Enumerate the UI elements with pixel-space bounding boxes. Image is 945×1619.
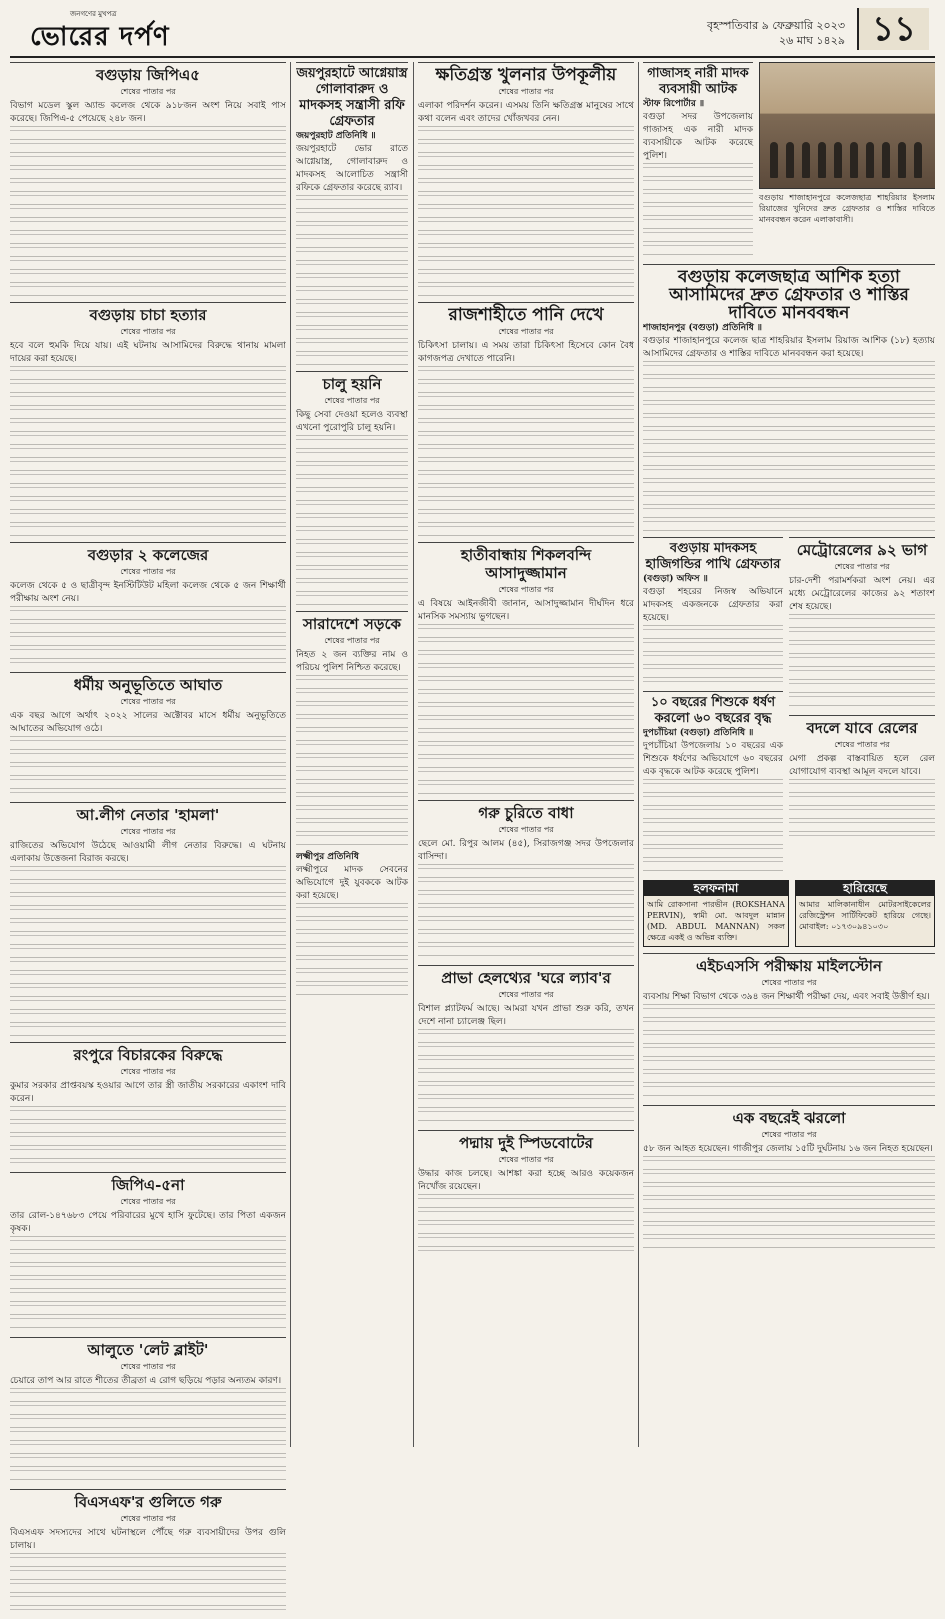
headline: জয়পুরহাটে আগ্নেয়াস্ত্র গোলাবারুদ ও মাদকসহ সন্ত্রাসী রফি গ্রেফতার — [296, 62, 408, 130]
column-divider — [638, 62, 639, 1447]
headline: বগুড়ায় চাচা হত্যার — [10, 302, 286, 324]
continued-label: শেষের পাতার পর — [120, 827, 176, 836]
photo-caption: বগুড়ায় শাজাহানপুরে কলেজছাত্র শাহরিয়ার ইসলাম রিয়াজের খুনিদের দ্রুত গ্রেফতার ও শাস্তির দাবিতে মানববন্ধন করেন এলাকাবাসী। — [759, 193, 935, 224]
headline: মেট্রোরেলের ৯২ ভাগ — [789, 537, 935, 559]
byline: (বগুড়া) অফিস ॥ — [643, 574, 708, 584]
news-photo[interactable] — [759, 62, 935, 189]
continued-label: শেষের পাতার পর — [120, 1197, 176, 1206]
page-number: ১১ — [857, 8, 929, 50]
article-body: এ বিষয়ে আইনজীবী জানান, আসাদুজ্জামান দীর্ঘদিন ধরে মানসিক সমস্যায় ভুগছেন। — [418, 598, 634, 794]
article[interactable] — [10, 1172, 286, 1331]
article-body: জয়পুরহাটে ভোর রাতে আগ্নেয়াস্ত্র, গোলাবারুদ ও মাদকসহ আলোচিত সন্ত্রাসী রফিকে গ্রেফতার করেছে র‌্যাব। — [296, 143, 408, 365]
continued-label: শেষের পাতার পর — [120, 697, 176, 706]
headline: হাতীবান্ধায় শিকলবন্দি আসাদুজ্জামান — [418, 542, 634, 582]
column-divider — [290, 62, 291, 1447]
article-body: এলাকা পরিদর্শন করেন। এসময় তিনি ক্ষতিগ্রস্ত মানুষের সাথে কথা বলেন এবং তাদের খোঁজখবর নেন। — [418, 100, 634, 296]
headline: সারাদেশে সড়কে — [296, 611, 408, 633]
byline: দুপচাঁচিয়া (বগুড়া) প্রতিনিধি ॥ — [643, 728, 754, 738]
article-body: এক বছর আগে অর্থাৎ ২০২২ সালের অক্টোবর মাসে ধর্মীয় অনুভূতিতে আঘাতের অভিযোগ ওঠে। — [10, 710, 286, 796]
headline: চালু হয়নি — [296, 371, 408, 393]
article-body: রাজিতের অভিযোগ উঠেছে আওয়ামী লীগ নেতার বিরুদ্ধে। এ ঘটনায় এলাকায় উত্তেজনা বিরাজ করছে। — [10, 840, 286, 1036]
headline: বগুড়ায় কলেজছাত্র আশিক হত্যা আসামিদের দ্রুত গ্রেফতার ও শাস্তির দাবিতে মানববন্ধন — [643, 264, 935, 322]
headline: গরু চুরিতে বাধা — [418, 800, 634, 822]
article[interactable] — [418, 800, 634, 959]
article-body: ছেলে মো. রিপুর আলম (৪৫), সিরাজগঞ্জ সদর উপজেলার বাসিন্দা। — [418, 838, 634, 959]
headline: ১০ বছরের শিশুকে ধর্ষণ করলো ৬০ বছরের বৃদ্ধ — [643, 691, 783, 727]
article[interactable] — [643, 953, 935, 1099]
headline: বদলে যাবে রেলের — [789, 715, 935, 737]
article-body: চিকিৎসা চালায়। এ সময় তারা চিকিৎসা হিসেবে কোন বৈধ কাগজপত্র দেখাতে পারেনি। — [418, 340, 634, 536]
headline: বিএসএফ'র গুলিতে গরু — [10, 1489, 286, 1511]
headline: প্রাভা হেলথ্যের 'ঘরে ল্যাব'র — [418, 965, 634, 987]
continued-label: শেষের পাতার পর — [498, 1155, 554, 1164]
article-body: বগুড়ার শাজাহানপুরে কলেজ ছাত্র শাহরিয়ার ইসলাম রিয়াজ আশিক (১৮) হত্যায় আসামিদের গ্রেফতার ও শাস্তির দাবিতে মানববন্ধন করা হয়েছে। — [643, 335, 935, 531]
article[interactable] — [296, 611, 408, 845]
headline: জিপিএ-৫না — [10, 1172, 286, 1194]
notice-body: আমার মালিকানাধীন মোটরসাইকেলের রেজিস্ট্রেশন সার্টিফিকেট হারিয়ে গেছে। মোবাইল: ০১৭৩০৯৪১০৩০ — [798, 900, 931, 931]
column-divider — [413, 62, 414, 1447]
continued-label: শেষের পাতার পর — [120, 567, 176, 576]
article[interactable] — [418, 542, 634, 794]
continued-label: শেষের পাতার পর — [120, 327, 176, 336]
continued-label: শেষের পাতার পর — [120, 1067, 176, 1076]
notice-title: হারিয়েছে — [796, 881, 934, 896]
byline: জয়পুরহাট প্রতিনিধি ॥ — [296, 131, 376, 141]
article-body: ৫৮ জন আহত হয়েছেন। গাজীপুর জেলায় ১৫টি দুর্ঘটনায় ১৬ জন নিহত হয়েছেন। — [643, 1143, 935, 1251]
affidavit-notice[interactable] — [643, 880, 789, 947]
article[interactable] — [10, 672, 286, 796]
headline: ধর্মীয় অনুভূতিতে আঘাত — [10, 672, 286, 694]
continued-label: শেষের পাতার পর — [498, 87, 554, 96]
notice-body: আমি রোকসানা পারভীন (ROKSHANA PERVIN), স্বামী মো. আবদুল মান্নান (MD. ABDUL MANNAN) সকল ক্ষেত্রে একই ও অভিন্ন ব্যক্তি। — [647, 900, 785, 942]
article-body: মেগা প্রকল্প বাস্তবায়িত হলে রেল যোগাযোগ ব্যবস্থা আমূল বদলে যাবে। — [789, 753, 935, 839]
headline: এইচএসসি পরীক্ষায় মাইলস্টোন — [643, 953, 935, 975]
article[interactable] — [643, 691, 783, 874]
article[interactable] — [643, 62, 753, 258]
article-body: বিশাল প্ল্যাটফর্ম আছে। আমরা যখন প্রাভা শুরু করি, তখন দেশে নানা চ্যালেঞ্জ ছিল। — [418, 1003, 634, 1124]
headline: এক বছরেই ঝরলো — [643, 1105, 935, 1127]
article[interactable] — [296, 371, 408, 605]
headline: বগুড়ার ২ কলেজের — [10, 542, 286, 564]
article-body: উদ্ধার কাজ চলছে। আশঙ্কা করা হচ্ছে আরও কয়েকজন নিখোঁজ রয়েছেন। — [418, 1168, 634, 1254]
column-1 — [10, 62, 286, 1619]
article-body: চেয়ারে তাপ আর রাতে শীতের তীব্রতা এ রোগ ছড়িয়ে পড়ার অন্যতম কারণ। — [10, 1375, 286, 1483]
newspaper-logo[interactable]: ভোরের দর্পণ — [30, 22, 170, 52]
article[interactable] — [10, 302, 286, 536]
headline: আলুতে 'লেট ব্লাইট' — [10, 1337, 286, 1359]
right-stack — [789, 537, 935, 880]
left-stack — [643, 537, 783, 880]
notice-title: হলফনামা — [644, 881, 788, 896]
article-body: বগুড়া সদর উপজেলায় গাজাসহ এক নারী মাদক ব্যবসায়ীকে আটক করেছে পুলিশ। — [643, 111, 753, 258]
article-body: কুমার সরকার প্রাপ্তবয়স্ক হওয়ার আগে তার স্ত্রী জাতীয় সরকারের একাংশ দাবি করেন। — [10, 1080, 286, 1166]
middle-row — [643, 537, 935, 880]
headline: বগুড়ায় মাদকসহ হাজিগন্ডির পাখি গ্রেফতার — [643, 537, 783, 573]
headline: গাজাসহ নারী মাদক ব্যবসায়ী আটক — [643, 62, 753, 98]
article[interactable] — [10, 802, 286, 1036]
continued-label: শেষের পাতার পর — [120, 87, 176, 96]
headline: আ.লীগ নেতার 'হামলা' — [10, 802, 286, 824]
byline: শাজাহানপুর (বগুড়া) প্রতিনিধি ॥ — [643, 323, 763, 333]
headline: রংপুরে বিচারকের বিরুদ্ধে — [10, 1042, 286, 1064]
continued-label: শেষের পাতার পর — [498, 990, 554, 999]
headline: পদ্মায় দুই স্পিডবোটের — [418, 1130, 634, 1152]
headline: বগুড়ায় জিপিএ৫ — [10, 62, 286, 84]
dateline — [707, 18, 845, 48]
article-body: নিহত ২ জন ব্যক্তির নাম ও পরিচয় পুলিশ নিশ্চিত করেছে। — [296, 649, 408, 845]
article-body: কিছু সেবা দেওয়া হলেও ব্যবস্থা এখনো পুরোপুরি চালু হয়নি। — [296, 409, 408, 605]
article[interactable] — [10, 542, 286, 666]
masthead — [10, 6, 935, 58]
continued-label: শেষের পাতার পর — [324, 396, 380, 405]
continued-label: শেষের পাতার পর — [761, 978, 817, 987]
date-gregorian: বৃহস্পতিবার ৯ ফেব্রুয়ারি ২০২৩ — [706, 19, 845, 32]
headline: ক্ষতিগ্রস্ত খুলনার উপকূলীয় — [418, 62, 634, 84]
article-body: দুপচাঁচিয়া উপজেলায় ১০ বছরের এক শিশুকে ধর্ষণের অভিযোগে ৬০ বছরের এক বৃদ্ধকে আটক করেছে পুলিশ। — [643, 740, 783, 874]
continued-label: শেষের পাতার পর — [498, 585, 554, 594]
article-body: হবে বলে হুমকি দিয়ে যায়। এই ঘটনায় আসামিদের বিরুদ্ধে থানায় মামলা দায়ের করা হয়েছে। — [10, 340, 286, 536]
continued-label: শেষের পাতার পর — [324, 636, 380, 645]
article[interactable] — [643, 1105, 935, 1251]
article-body: বিভাগ মডেল স্কুল অ্যান্ড কলেজ থেকে ৯১৮জন অংশ নিয়ে সবাই পাস করেছে। জিপিএ-৫ পেয়েছে ২৪৮ জন। — [10, 100, 286, 296]
article[interactable] — [10, 1042, 286, 1166]
article[interactable] — [643, 264, 935, 531]
lost-notice[interactable] — [795, 880, 935, 947]
column-3 — [418, 62, 634, 1260]
continued-label: শেষের পাতার পর — [761, 1130, 817, 1139]
article-body: বিএসএফ সদস্যদের সাথে ঘটনাস্থলে পৌঁছে গরু ব্যবসায়ীদের উপর গুলি চালায়। — [10, 1527, 286, 1613]
article[interactable] — [296, 62, 408, 365]
article[interactable] — [789, 537, 935, 709]
article-body: বগুড়া শহরের নিজস্ব অভিযানে মাদকসহ একজনকে গ্রেফতার করা হয়েছে। — [643, 586, 783, 685]
continued-label: শেষের পাতার পর — [120, 1362, 176, 1371]
article[interactable] — [10, 1489, 286, 1613]
article-body: তার রোল-১৪৭৬৮৩ পেয়ে পরিবারের মুখে হাসি ফুটেছে। তার পিতা একজন কৃষক। — [10, 1210, 286, 1331]
news-photo-block — [759, 62, 935, 264]
continued-label: শেষের পাতার পর — [120, 1514, 176, 1523]
continued-label: শেষের পাতার পর — [834, 562, 890, 571]
notices-row — [643, 880, 935, 947]
article[interactable] — [418, 62, 634, 296]
article[interactable] — [418, 302, 634, 536]
byline: লক্ষ্মীপুর প্রতিনিধি — [296, 852, 359, 862]
article[interactable] — [418, 1130, 634, 1254]
article[interactable] — [789, 715, 935, 839]
masthead-tagline: জনগণের মুখপত্র — [70, 10, 117, 18]
article[interactable] — [10, 1337, 286, 1483]
article-body: ব্যবসায় শিক্ষা বিভাগ থেকে ৩৯৪ জন শিক্ষার্থী পরীক্ষা দেয়, এবং সবাই উত্তীর্ণ হয়। — [643, 991, 935, 1099]
continued-label: শেষের পাতার পর — [498, 327, 554, 336]
continued-label: শেষের পাতার পর — [834, 740, 890, 749]
headline: রাজশাহীতে পানি দেখে — [418, 302, 634, 324]
article[interactable] — [296, 851, 408, 998]
column-2 — [296, 62, 408, 1004]
date-bengali: ২৬ মাঘ ১৪২৯ — [779, 34, 845, 47]
article-body: কলেজ থেকে ৫ ও ছাত্রীবৃন্দ ইনস্টিটিউট মহিলা কলেজ থেকে ৫ জন শিক্ষার্থী পরীক্ষায় অংশ নেয়। — [10, 580, 286, 666]
article-body: চার-দেশী পরামর্শকরা অংশ নেয়। এর মধ্যে মেট্রোরেলের কাজের ৯২ শতাংশ শেষ হয়েছে। — [789, 575, 935, 709]
article-body: লক্ষ্মীপুরে মাদক সেবনের অভিযোগে দুই যুবককে আটক করা হয়েছে। — [296, 864, 408, 998]
article[interactable] — [643, 537, 783, 685]
top-row — [643, 62, 935, 264]
article[interactable] — [418, 965, 634, 1124]
byline: স্টাফ রিপোর্টার ॥ — [643, 99, 705, 109]
column-4 — [643, 62, 935, 1257]
article[interactable] — [10, 62, 286, 296]
continued-label: শেষের পাতার পর — [498, 825, 554, 834]
